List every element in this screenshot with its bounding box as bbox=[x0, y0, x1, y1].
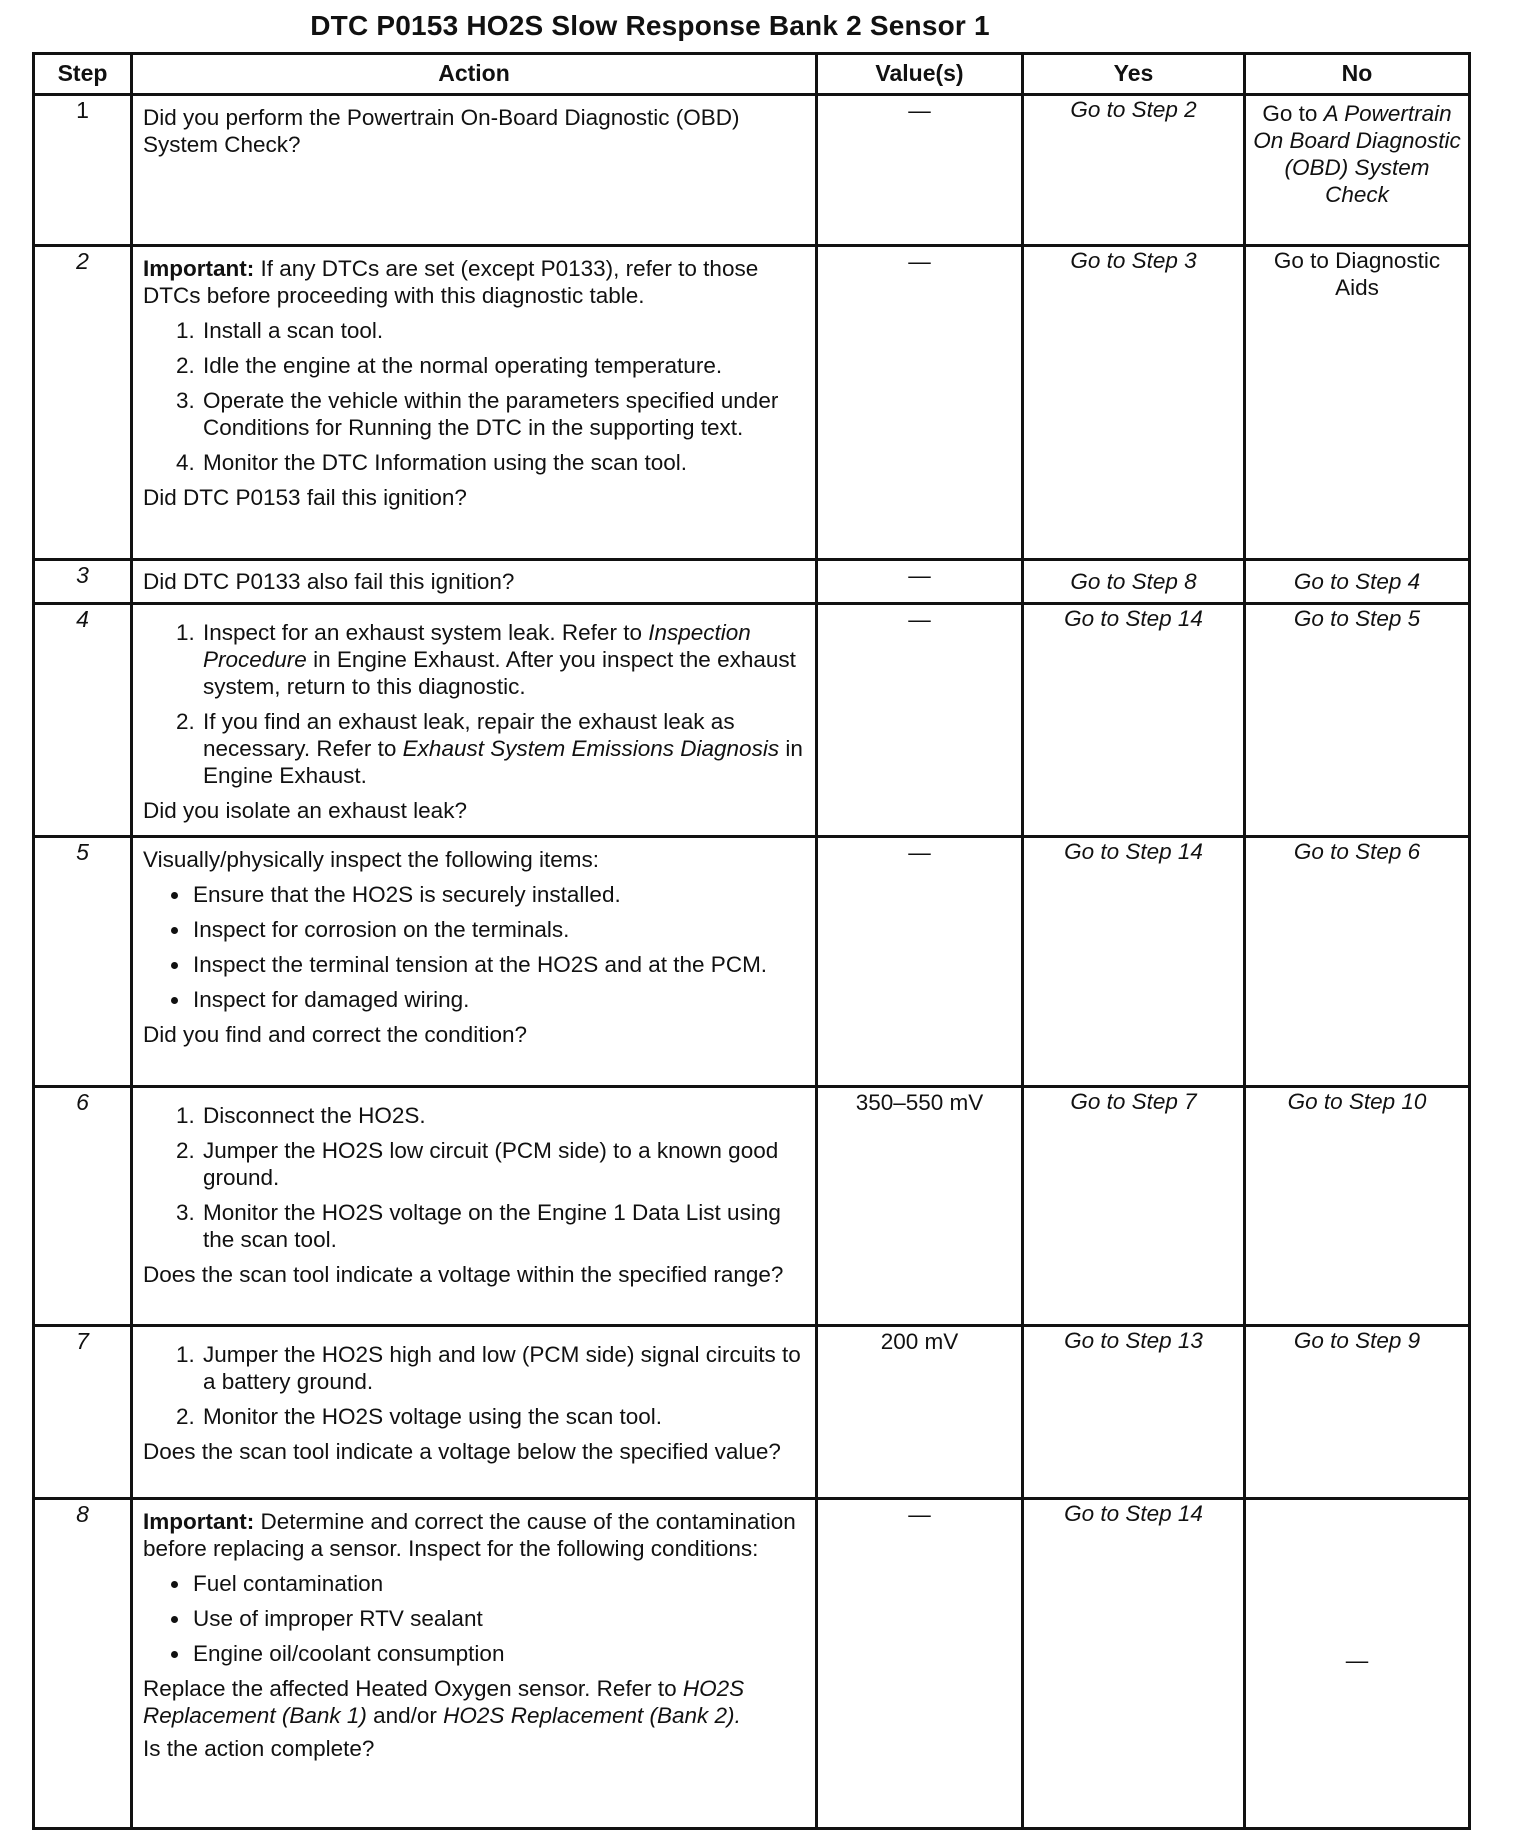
no-cell[interactable]: Go to Step 9 bbox=[1245, 1326, 1470, 1499]
item-text: Inspect for an exhaust system leak. Refer to bbox=[203, 619, 649, 645]
header-no: No bbox=[1245, 54, 1470, 95]
yes-cell[interactable]: Go to Step 8 bbox=[1023, 559, 1245, 603]
header-step: Step bbox=[34, 54, 132, 95]
yes-cell[interactable]: Go to Step 7 bbox=[1023, 1086, 1245, 1325]
no-link[interactable]: A Powertrain On Board Diagnostic (OBD) System Check bbox=[1253, 101, 1461, 207]
action-question: Does the scan tool indicate a voltage within the specified range? bbox=[143, 1261, 784, 1287]
step-number: 4 bbox=[34, 603, 132, 836]
value-cell: 200 mV bbox=[817, 1326, 1023, 1499]
list-item bbox=[201, 619, 805, 700]
procedure-list bbox=[143, 317, 805, 476]
table-row bbox=[34, 95, 1470, 246]
no-prefix: Go to bbox=[1262, 101, 1324, 126]
page-title: DTC P0153 HO2S Slow Response Bank 2 Sensor 1 bbox=[310, 10, 990, 41]
list-item bbox=[201, 708, 805, 789]
list-item: • Inspect for damaged wiring. bbox=[191, 986, 805, 1013]
important-text: If any DTCs are set (except P0133), refer to those DTCs before proceeding with this diagnostic table. bbox=[143, 256, 759, 309]
list-item: 2. Monitor the HO2S voltage using the scan tool. bbox=[201, 1403, 805, 1430]
action-question: Does the scan tool indicate a voltage below the specified value? bbox=[143, 1439, 781, 1465]
table-row bbox=[34, 559, 1470, 603]
action-cell bbox=[132, 1326, 817, 1499]
table-row bbox=[34, 246, 1470, 560]
list-item: • Engine oil/coolant consumption bbox=[191, 1640, 805, 1667]
action-cell bbox=[132, 246, 817, 560]
table-row bbox=[34, 603, 1470, 836]
item-text: in Engine Exhaust. bbox=[203, 735, 803, 788]
no-cell[interactable]: Go to Step 4 bbox=[1245, 559, 1470, 603]
condition-list bbox=[143, 1570, 805, 1667]
header-values: Value(s) bbox=[817, 54, 1023, 95]
yes-cell[interactable]: Go to Step 13 bbox=[1023, 1326, 1245, 1499]
diagnostic-table bbox=[32, 52, 1471, 1830]
no-cell[interactable]: Go to Step 5 bbox=[1245, 603, 1470, 836]
list-item: 4. Monitor the DTC Information using the scan tool. bbox=[201, 449, 805, 476]
list-item: 3. Monitor the HO2S voltage on the Engine 1 Data List using the scan tool. bbox=[201, 1199, 805, 1253]
action-question: Is the action complete? bbox=[143, 1736, 375, 1762]
action-question: Did you perform the Powertrain On-Board Diagnostic (OBD) System Check? bbox=[143, 105, 740, 157]
no-cell: — bbox=[1245, 1499, 1470, 1829]
procedure-list bbox=[143, 619, 805, 789]
reference-link[interactable]: Exhaust System Emissions Diagnosis bbox=[402, 735, 780, 761]
list-item: 2. Jumper the HO2S low circuit (PCM side) to a known good ground. bbox=[201, 1137, 805, 1191]
list-item: • Inspect for corrosion on the terminals. bbox=[191, 916, 805, 943]
list-item: 3. Operate the vehicle within the parameters specified under Conditions for Running the DTC in the supporting text. bbox=[201, 387, 805, 441]
table-row bbox=[34, 837, 1470, 1086]
reference-link[interactable]: HO2S Replacement (Bank 1) bbox=[143, 1676, 745, 1729]
procedure-list bbox=[143, 1341, 805, 1430]
list-item: 1. Jumper the HO2S high and low (PCM side) signal circuits to a battery ground. bbox=[201, 1341, 805, 1395]
list-item: • Inspect the terminal tension at the HO2S and at the PCM. bbox=[191, 951, 805, 978]
table-row bbox=[34, 1326, 1470, 1499]
value-cell: — bbox=[817, 95, 1023, 246]
action-question: Did you isolate an exhaust leak? bbox=[143, 797, 467, 823]
list-item: 1. Disconnect the HO2S. bbox=[201, 1102, 805, 1129]
no-cell[interactable]: Go to Step 10 bbox=[1245, 1086, 1470, 1325]
table-row bbox=[34, 1499, 1470, 1829]
action-cell bbox=[132, 95, 817, 246]
yes-cell[interactable]: Go to Step 14 bbox=[1023, 603, 1245, 836]
item-text: Replace the affected Heated Oxygen sensor. Refer to bbox=[143, 1676, 683, 1702]
value-cell: — bbox=[817, 1499, 1023, 1829]
list-item: • Use of improper RTV sealant bbox=[191, 1605, 805, 1632]
value-cell: — bbox=[817, 603, 1023, 836]
step-number: 8 bbox=[34, 1499, 132, 1829]
list-item: 1. Install a scan tool. bbox=[201, 317, 805, 344]
header-action: Action bbox=[132, 54, 817, 95]
no-cell[interactable] bbox=[1245, 95, 1470, 246]
list-item: 2. Idle the engine at the normal operating temperature. bbox=[201, 352, 805, 379]
table-row bbox=[34, 1086, 1470, 1325]
replace-instruction bbox=[143, 1675, 805, 1729]
action-question: Did DTC P0153 fail this ignition? bbox=[143, 485, 467, 511]
value-cell: — bbox=[817, 559, 1023, 603]
step-number: 7 bbox=[34, 1326, 132, 1499]
reference-link[interactable]: Inspection Procedure bbox=[203, 619, 751, 672]
no-cell[interactable]: Go to Diagnostic Aids bbox=[1245, 246, 1470, 560]
important-label: Important: bbox=[143, 256, 255, 282]
step-number: 6 bbox=[34, 1086, 132, 1325]
value-cell: — bbox=[817, 246, 1023, 560]
reference-link[interactable]: HO2S Replacement (Bank 2) bbox=[443, 1703, 735, 1729]
action-cell bbox=[132, 1499, 817, 1829]
yes-cell[interactable]: Go to Step 3 bbox=[1023, 246, 1245, 560]
item-text: If you find an exhaust leak, repair the exhaust leak as necessary. Refer to bbox=[203, 708, 735, 761]
header-yes: Yes bbox=[1023, 54, 1245, 95]
list-item: • Fuel contamination bbox=[191, 1570, 805, 1597]
action-question: Did you find and correct the condition? bbox=[143, 1022, 527, 1048]
important-note bbox=[143, 1508, 805, 1562]
no-cell[interactable]: Go to Step 6 bbox=[1245, 837, 1470, 1086]
item-text: in Engine Exhaust. After you inspect the exhaust system, return to this diagnostic. bbox=[203, 646, 796, 699]
item-text: and/or bbox=[366, 1703, 444, 1729]
yes-cell[interactable]: Go to Step 2 bbox=[1023, 95, 1245, 246]
important-note bbox=[143, 255, 805, 309]
yes-cell[interactable]: Go to Step 14 bbox=[1023, 1499, 1245, 1829]
yes-cell[interactable]: Go to Step 14 bbox=[1023, 837, 1245, 1086]
important-text: Determine and correct the cause of the contamination before replacing a sensor. Inspect for the following conditions: bbox=[143, 1509, 796, 1562]
step-number: 3 bbox=[34, 559, 132, 603]
action-cell bbox=[132, 559, 817, 603]
action-question: Did DTC P0133 also fail this ignition? bbox=[143, 568, 515, 594]
important-label: Important: bbox=[143, 1509, 255, 1535]
list-item: • Ensure that the HO2S is securely installed. bbox=[191, 881, 805, 908]
value-cell: 350–550 mV bbox=[817, 1086, 1023, 1325]
action-cell bbox=[132, 837, 817, 1086]
value-cell: — bbox=[817, 837, 1023, 1086]
table-header-row bbox=[34, 54, 1470, 95]
procedure-list bbox=[143, 1102, 805, 1253]
item-text: . bbox=[734, 1703, 741, 1729]
action-cell bbox=[132, 1086, 817, 1325]
inspection-list bbox=[143, 881, 805, 1013]
step-number: 1 bbox=[34, 95, 132, 246]
step-number: 2 bbox=[34, 246, 132, 560]
action-cell bbox=[132, 603, 817, 836]
action-intro: Visually/physically inspect the following items: bbox=[143, 847, 600, 873]
step-number: 5 bbox=[34, 837, 132, 1086]
